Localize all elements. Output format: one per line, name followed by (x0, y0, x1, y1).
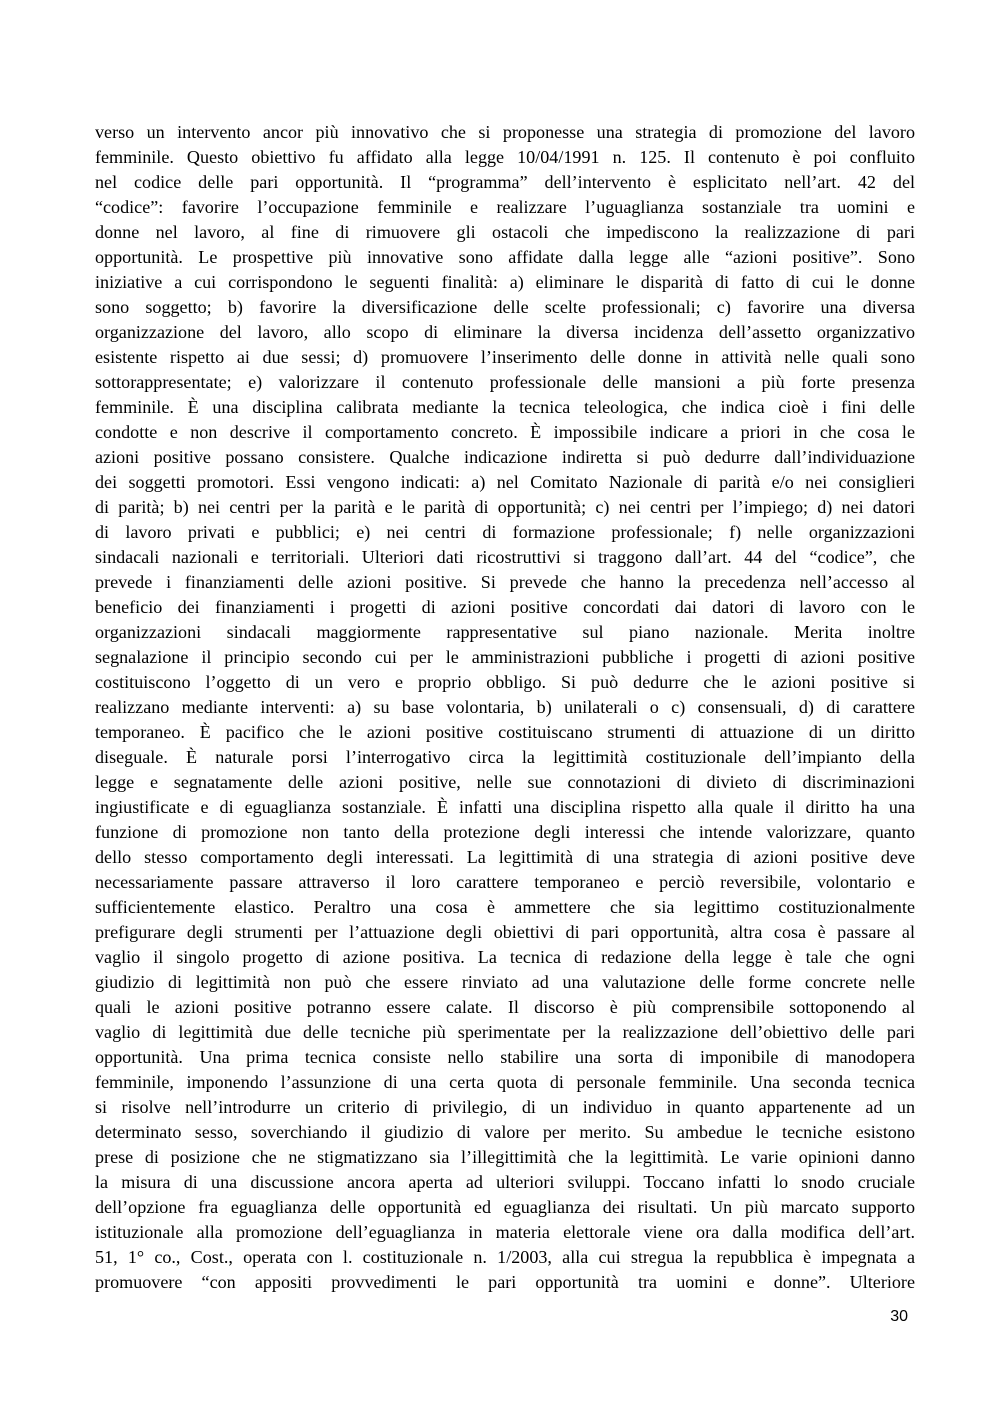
text-line: nel codice delle pari opportunità. Il “programma” dell’intervento è esplicitato nell’art. 42 del (95, 172, 915, 192)
text-line: femminile. È una disciplina calibrata mediante la tecnica teleologica, che indica cioè i fini delle (95, 397, 915, 417)
text-line: istituzionale alla promozione dell’eguaglianza in materia elettorale viene ora dalla modifica dell’art. (95, 1222, 915, 1242)
text-line: verso un intervento ancor più innovativo che si proponesse una strategia di promozione del lavoro (95, 122, 915, 142)
text-line: sufficientemente elastico. Peraltro una cosa è ammettere che sia legittimo costituzionalmente (95, 897, 915, 917)
page-number: 30 (890, 1308, 908, 1325)
text-line: beneficio dei finanziamenti i progetti di azioni positive concordati dai datori di lavoro con le (95, 597, 915, 617)
text-line: diseguale. È naturale porsi l’interrogativo circa la legittimità costituzionale dell’impianto della (95, 747, 915, 767)
text-line: femminile, imponendo l’assunzione di una certa quota di personale femminile. Una seconda tecnica (95, 1072, 915, 1092)
text-line: sono soggetto; b) favorire la diversificazione delle scelte professionali; c) favorire una diversa (95, 297, 915, 317)
text-line: sindacali nazionali e territoriali. Ulteriori dati ricostruttivi si traggono dall’art. 44 del “codice”, che (95, 547, 915, 567)
text-line: opportunità. Le prospettive più innovative sono affidate dalla legge alle “azioni positive”. Sono (95, 247, 915, 267)
text-line: vaglio di legittimità due delle tecniche più sperimentate per la realizzazione dell’obiettivo delle pari (95, 1022, 915, 1042)
text-line: dell’opzione fra eguaglianza delle opportunità ed eguaglianza dei risultati. Un più marcato supporto (95, 1197, 915, 1217)
text-line: prese di posizione che ne stigmatizzano sia l’illegittimità che la legittimità. Le varie opinioni danno (95, 1147, 915, 1167)
text-line: vaglio il singolo progetto di azione positiva. La tecnica di redazione della legge è tale che ogni (95, 947, 915, 967)
text-line: determinato sesso, soverchiando il giudizio di valore per merito. Su ambedue le tecniche esistono (95, 1122, 915, 1142)
text-line: legge e segnatamente delle azioni positive, nelle sue connotazioni di divieto di discriminazioni (95, 772, 915, 792)
text-line: “codice”: favorire l’occupazione femminile e realizzare l’uguaglianza sostanziale tra uomini e (95, 197, 915, 217)
text-line: la misura di una discussione ancora aperta ad ulteriori sviluppi. Toccano infatti lo snodo cruciale (95, 1172, 915, 1192)
text-line: costituiscono l’oggetto di un vero e proprio obbligo. Si può dedurre che le azioni positive si (95, 672, 915, 692)
text-line: quali le azioni positive potranno essere calate. Il discorso è più comprensibile sottoponendo al (95, 997, 915, 1017)
text-line: donne nel lavoro, al fine di rimuovere gli ostacoli che impediscono la realizzazione di pari (95, 222, 915, 242)
text-line: giudizio di legittimità non può che essere rinviato ad una valutazione delle forme concrete nelle (95, 972, 915, 992)
text-line: organizzazioni sindacali maggiormente rappresentative sul piano nazionale. Merita inoltre (95, 622, 915, 642)
text-line: azioni positive possano consistere. Qualche indicazione indiretta si può dedurre dall’individuazione (95, 447, 915, 467)
text-line: prefigurare degli strumenti per l’attuazione degli obiettivi di pari opportunità, altra cosa è passare al (95, 922, 915, 942)
text-line: dei soggetti promotori. Essi vengono indicati: a) nel Comitato Nazionale di parità e/o nei consiglieri (95, 472, 915, 492)
text-line: funzione di promozione non tanto della protezione degli interessi che intende valorizzare, quanto (95, 822, 915, 842)
text-line: femminile. Questo obiettivo fu affidato alla legge 10/04/1991 n. 125. Il contenuto è poi confluito (95, 147, 915, 167)
text-line: organizzazione del lavoro, allo scopo di eliminare la diversa incidenza dell’assetto organizzativo (95, 322, 915, 342)
text-line: di lavoro privati e pubblici; e) nei centri di formazione professionale; f) nelle organizzazioni (95, 522, 915, 542)
text-line: 51, 1° co., Cost., operata con l. costituzionale n. 1/2003, alla cui stregua la repubblica è impegnata a (95, 1247, 915, 1267)
text-line: temporaneo. È pacifico che le azioni positive costituiscano strumenti di attuazione di un diritto (95, 722, 915, 742)
text-line: prevede i finanziamenti delle azioni positive. Si prevede che hanno la precedenza nell’accesso al (95, 572, 915, 592)
text-line: realizzano mediante interventi: a) su base volontaria, b) unilaterali o c) consensuali, d) di carattere (95, 697, 915, 717)
text-line: di parità; b) nei centri per la parità e le parità di opportunità; c) nei centri per l’impiego; d) nei datori (95, 497, 915, 517)
text-line: esistente rispetto ai due sessi; d) promuovere l’inserimento delle donne in attività nelle quali sono (95, 347, 915, 367)
text-line: si risolve nell’introdurre un criterio di privilegio, di un individuo in quanto appartenente ad un (95, 1097, 915, 1117)
body-text (95, 120, 915, 1295)
text-line: condotte e non descrive il comportamento concreto. È impossibile indicare a priori in che cosa le (95, 422, 915, 442)
text-line: sottorappresentate; e) valorizzare il contenuto professionale delle mansioni a più forte presenza (95, 372, 915, 392)
text-line: ingiustificate e di eguaglianza sostanziale. È infatti una disciplina rispetto alla quale il diritto ha una (95, 797, 915, 817)
text-line: opportunità. Una prima tecnica consiste nello stabilire una sorta di imponibile di manodopera (95, 1047, 915, 1067)
text-line: necessariamente passare attraverso il loro carattere temporaneo e perciò reversibile, volontario e (95, 872, 915, 892)
text-line: segnalazione il principio secondo cui per le amministrazioni pubbliche i progetti di azioni positive (95, 647, 915, 667)
text-line: promuovere “con appositi provvedimenti le pari opportunità tra uomini e donne”. Ulteriore (95, 1272, 915, 1292)
text-line: iniziative a cui corrispondono le seguenti finalità: a) eliminare le disparità di fatto di cui le donne (95, 272, 915, 292)
text-line: dello stesso comportamento degli interessati. La legittimità di una strategia di azioni positive deve (95, 847, 915, 867)
